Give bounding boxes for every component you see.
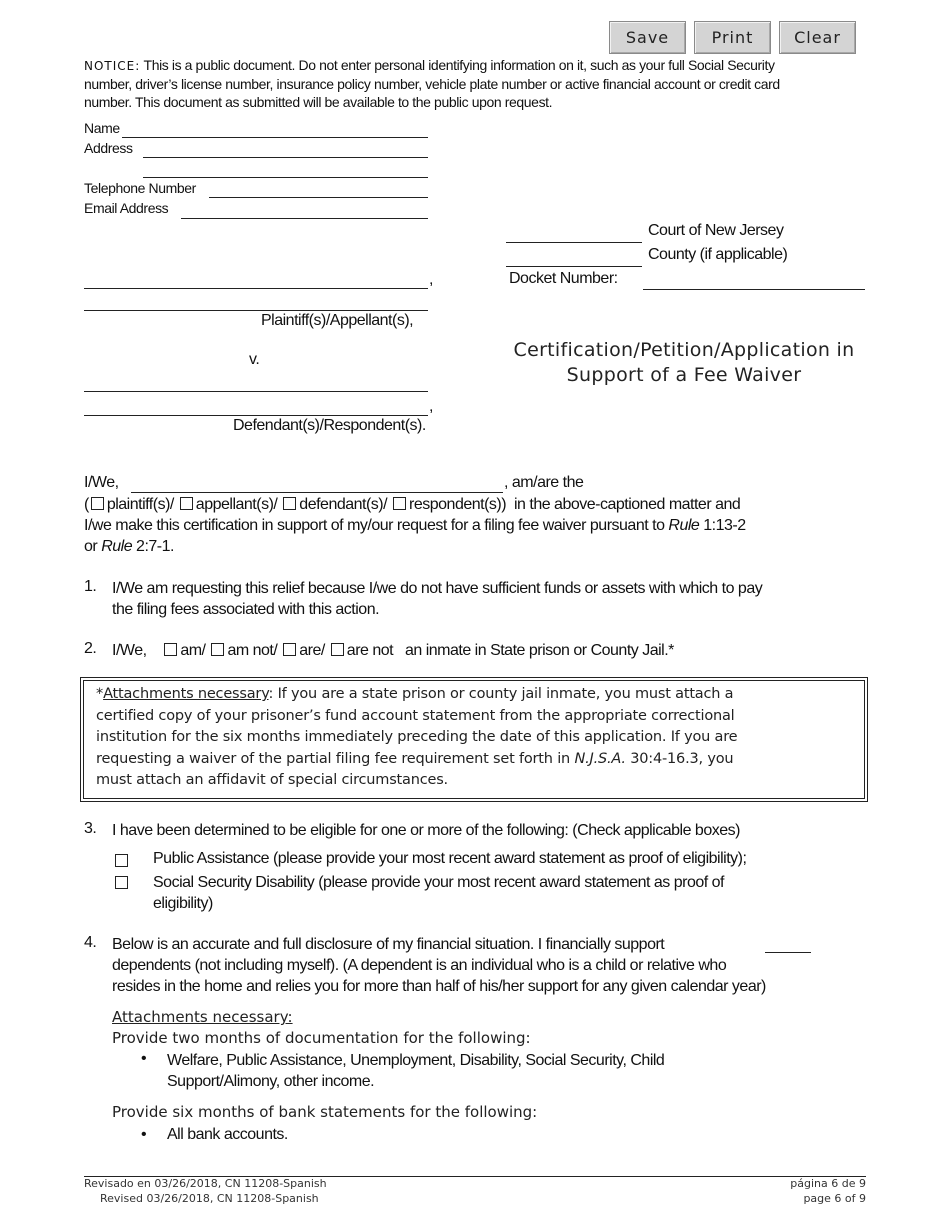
- intro-open: (: [84, 496, 89, 513]
- intro-line3: [84, 517, 746, 535]
- address-field-2[interactable]: [143, 177, 428, 178]
- am-checkbox[interactable]: [164, 643, 177, 656]
- item3-number: 3.: [84, 820, 97, 837]
- item2-text: [112, 640, 872, 661]
- attach-line5: must attach an affidavit of special circumstances.: [96, 772, 448, 789]
- defendant-option: defendant(s)/: [299, 496, 388, 513]
- caption-comma: ,: [429, 271, 433, 288]
- email-label: Email Address: [84, 200, 169, 216]
- appellant-checkbox[interactable]: [180, 497, 193, 510]
- caption-comma-2: ,: [429, 398, 433, 415]
- are-option: are/: [299, 642, 325, 659]
- respondent-option: respondent(s)): [409, 496, 507, 513]
- intro-line3-text: I/we make this certification in support of my/our request for a filing fee waiver pursuant to: [84, 517, 665, 534]
- item1-number: 1.: [84, 578, 97, 595]
- attach-line4-tail: 30:4-16.3, you: [630, 750, 734, 767]
- bullet-marker-1: •: [141, 1050, 147, 1067]
- rule-label: Rule: [668, 517, 700, 534]
- ssd-option: [153, 872, 724, 914]
- notice: [84, 56, 884, 111]
- attach-heading: Attachments necessary: [103, 686, 269, 702]
- notice-line3: number. This document as submitted will be available to the public upon request.: [84, 94, 553, 110]
- plaintiff-checkbox[interactable]: [91, 497, 104, 510]
- attachments-box-text: [96, 684, 861, 792]
- court-field[interactable]: [506, 242, 642, 243]
- bullet-income-line2: Support/Alimony, other income.: [167, 1073, 375, 1090]
- item2-number: 2.: [84, 640, 97, 657]
- dependents-count-field[interactable]: [765, 952, 811, 953]
- intro-iwe: I/We,: [84, 474, 119, 491]
- item4-number: 4.: [84, 934, 97, 951]
- email-field[interactable]: [181, 218, 428, 219]
- defendant-field-1[interactable]: [84, 391, 428, 392]
- form-title-line2: Support of a Fee Waiver: [566, 364, 802, 386]
- are-not-option: are not: [346, 642, 394, 659]
- telephone-field[interactable]: [209, 197, 428, 198]
- attach-line3: institution for the six months immediately preceding the date of this application. If you are: [96, 729, 738, 746]
- rule-label-2: Rule: [101, 538, 133, 555]
- item4-line3: resides in the home and relies you for more than half of his/her support for any given calendar year): [112, 978, 766, 995]
- intro-or: or: [84, 538, 98, 555]
- intro-line4: [84, 538, 174, 556]
- notice-line2: number, driver’s license number, insurance policy number, vehicle plate number or active financial account or credit card: [84, 76, 780, 92]
- attach-line2: certified copy of your prisoner’s fund account statement from the appropriate correctional: [96, 707, 735, 724]
- form-title: [508, 338, 860, 388]
- form-title-line1: Certification/Petition/Application in: [513, 339, 855, 361]
- rule-number: 1:13-2: [703, 517, 746, 534]
- am-not-checkbox[interactable]: [211, 643, 224, 656]
- defendant-field-2[interactable]: [84, 415, 428, 416]
- are-checkbox[interactable]: [283, 643, 296, 656]
- name-label: Name: [84, 120, 120, 136]
- docket-label: Docket Number:: [509, 270, 618, 287]
- respondent-checkbox[interactable]: [393, 497, 406, 510]
- item3-text: I have been determined to be eligible for one or more of the following: (Check applicable boxes): [112, 822, 740, 839]
- are-not-checkbox[interactable]: [331, 643, 344, 656]
- six-months-text: Provide six months of bank statements for the following:: [112, 1103, 538, 1121]
- two-months-text: Provide two months of documentation for the following:: [112, 1029, 531, 1047]
- item4-attachments: [112, 1007, 531, 1049]
- plaintiff-field-1[interactable]: [84, 288, 428, 289]
- docket-field[interactable]: [643, 289, 865, 290]
- plaintiff-label: Plaintiff(s)/Appellant(s),: [261, 312, 414, 329]
- name-field[interactable]: [122, 137, 428, 138]
- plaintiff-option: plaintiff(s)/: [106, 496, 174, 513]
- defendant-checkbox[interactable]: [283, 497, 296, 510]
- item1-line2: the filing fees associated with this action.: [112, 601, 380, 618]
- notice-line1: This is a public document. Do not enter personal identifying information on it, such as your full Social Security: [143, 57, 775, 73]
- item1-text: [112, 578, 872, 620]
- ssd-option-line1: Social Security Disability (please provide your most recent award statement as proof of: [153, 874, 724, 891]
- item4-line1: Below is an accurate and full disclosure of my financial situation. I financially support: [112, 936, 665, 953]
- bullet-bank-accounts: All bank accounts.: [167, 1126, 288, 1143]
- item1-line1: I/We am requesting this relief because I/we do not have sufficient funds or assets with which to pay: [112, 580, 763, 597]
- item4-attach-heading: Attachments necessary:: [112, 1008, 293, 1026]
- footer-page: page 6 of 9: [803, 1192, 866, 1205]
- ssd-checkbox[interactable]: [115, 876, 128, 889]
- item2-tail: an inmate in State prison or County Jail.*: [404, 642, 674, 659]
- party-name-field[interactable]: [131, 492, 503, 493]
- notice-label: NOTICE:: [84, 59, 141, 73]
- bullet-marker-2: •: [141, 1126, 147, 1143]
- court-label: Court of New Jersey: [648, 222, 784, 239]
- print-button[interactable]: Print: [694, 21, 771, 54]
- appellant-option: appellant(s)/: [195, 496, 278, 513]
- footer-revised-spanish: Revisado en 03/26/2018, CN 11208-Spanish: [84, 1177, 327, 1190]
- njsa-label: N.J.S.A.: [574, 750, 626, 767]
- footer-revised: Revised 03/26/2018, CN 11208-Spanish: [100, 1192, 319, 1205]
- clear-button[interactable]: Clear: [779, 21, 856, 54]
- defendant-label: Defendant(s)/Respondent(s).: [233, 417, 426, 434]
- telephone-label: Telephone Number: [84, 180, 196, 196]
- bullet-income-line1: Welfare, Public Assistance, Unemployment, Disability, Social Security, Child: [167, 1052, 665, 1069]
- county-label: County (if applicable): [648, 246, 788, 263]
- rule-number-2: 2:7-1.: [136, 538, 174, 555]
- public-assistance-checkbox[interactable]: [115, 854, 128, 867]
- ssd-option-line2: eligibility): [153, 895, 213, 912]
- item4-line2: dependents (not including myself). (A dependent is an individual who is a child or relative who: [112, 957, 727, 974]
- versus-label: v.: [249, 351, 260, 368]
- attach-line4: requesting a waiver of the partial filing fee requirement set forth in: [96, 750, 571, 767]
- item4-text: [112, 934, 872, 997]
- intro-amare: , am/are the: [504, 474, 584, 491]
- party-role-line: [84, 496, 740, 514]
- item2-iwe: I/We,: [112, 642, 147, 659]
- address-field-1[interactable]: [143, 157, 428, 158]
- county-field[interactable]: [506, 266, 642, 267]
- attach-line1: : If you are a state prison or county jail inmate, you must attach a: [268, 686, 734, 702]
- bullet-income: [167, 1050, 664, 1092]
- save-button[interactable]: Save: [609, 21, 686, 54]
- address-label: Address: [84, 140, 133, 156]
- public-assistance-option: Public Assistance (please provide your most recent award statement as proof of eligibility);: [153, 850, 747, 867]
- am-option: am/: [180, 642, 206, 659]
- footer-page-spanish: página 6 de 9: [790, 1177, 866, 1190]
- intro-tail: in the above-captioned matter and: [513, 496, 741, 513]
- plaintiff-field-2[interactable]: [84, 310, 428, 311]
- am-not-option: am not/: [227, 642, 278, 659]
- attach-star: *: [96, 686, 104, 702]
